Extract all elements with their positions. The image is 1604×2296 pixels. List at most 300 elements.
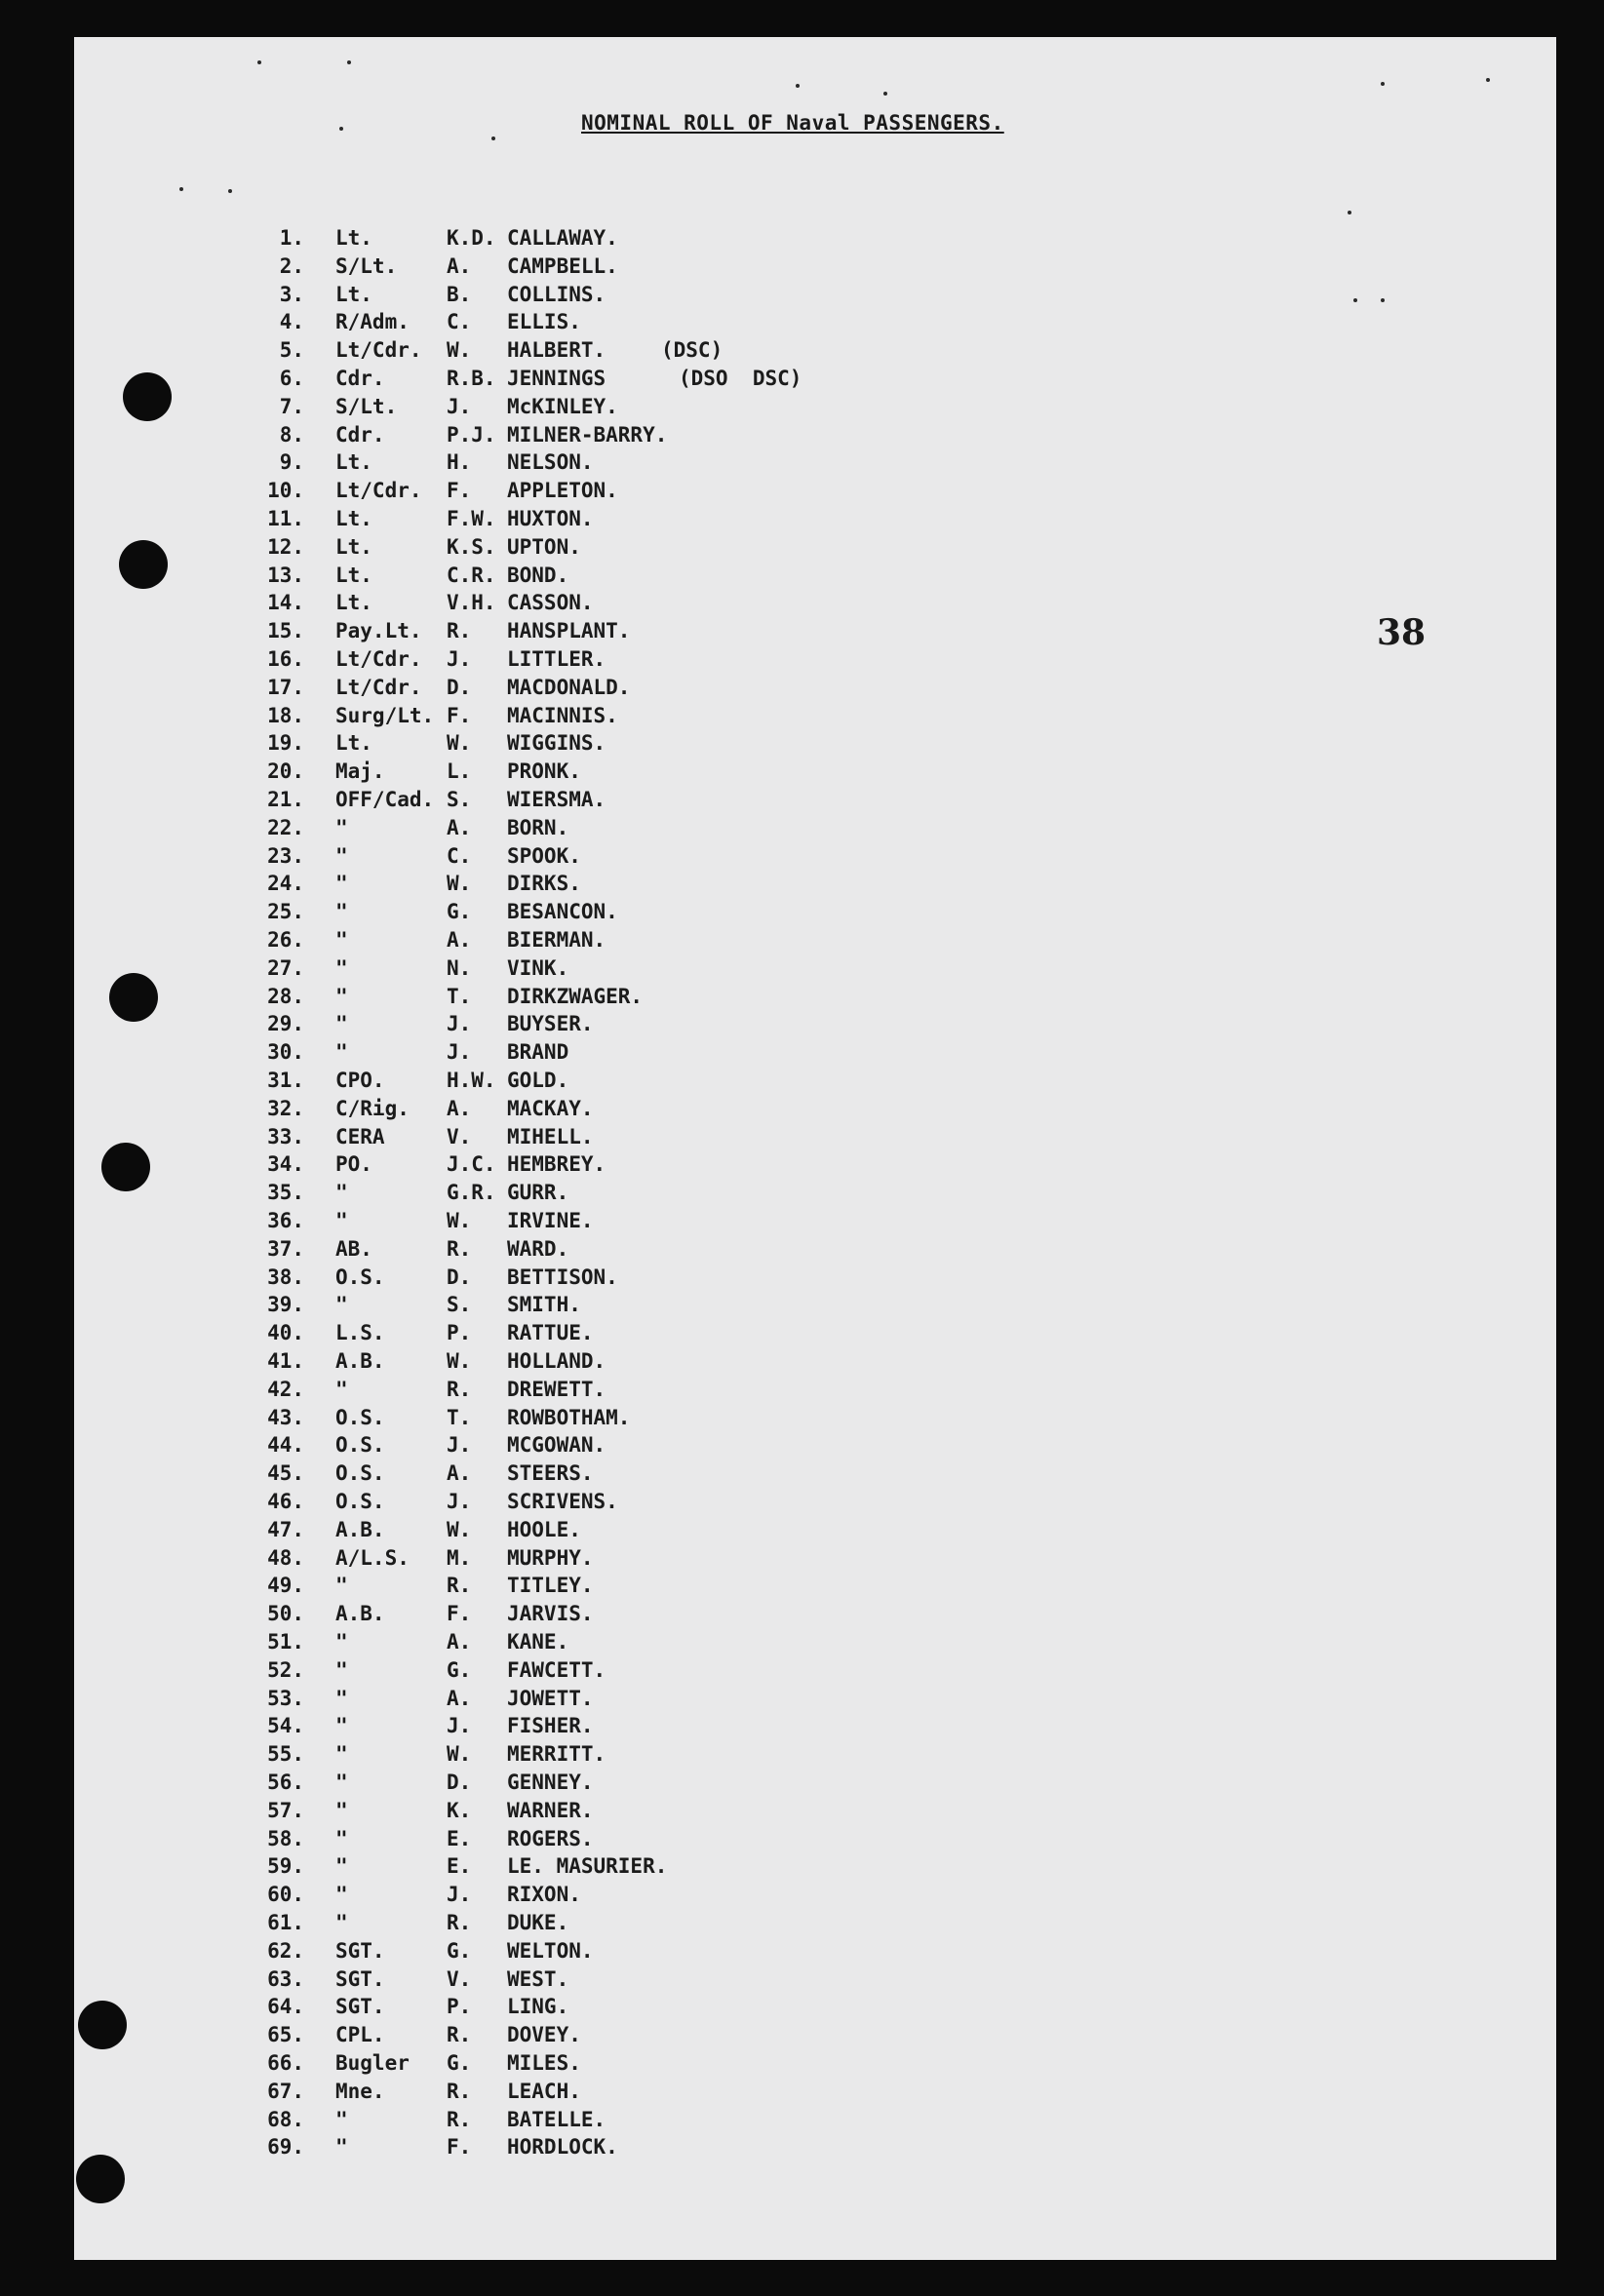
- entry-number: 13.: [267, 563, 304, 587]
- entry-number: 68.: [267, 2107, 304, 2131]
- entry-rank: SGT.: [335, 1995, 385, 2019]
- entry-initials: A.: [447, 1096, 472, 1120]
- list-item: [0, 393, 1170, 421]
- entry-surname: COLLINS.: [507, 282, 606, 306]
- entry-number: 27.: [267, 955, 304, 980]
- entry-surname: BESANCON.: [507, 900, 618, 924]
- list-item: [0, 1769, 1170, 1797]
- list-item: [0, 1993, 1170, 2021]
- entry-rank: ": [335, 1911, 348, 1934]
- list-item: [0, 1010, 1170, 1038]
- entry-initials: J.: [447, 1012, 472, 1036]
- list-item: [0, 1404, 1170, 1432]
- list-item: [0, 1150, 1170, 1179]
- list-item: [0, 365, 1170, 393]
- entry-initials: D.: [447, 1771, 472, 1794]
- entry-surname: LE. MASURIER.: [507, 1854, 668, 1879]
- entry-rank: ": [335, 1742, 348, 1767]
- entry-surname: DIRKZWAGER.: [507, 984, 644, 1008]
- entry-surname: WARNER.: [507, 1798, 594, 1822]
- entry-surname: DREWETT.: [507, 1377, 606, 1401]
- entry-surname: CAMPBELL.: [507, 253, 618, 278]
- entry-initials: G.: [447, 1938, 472, 1963]
- list-item: [0, 702, 1170, 730]
- entry-initials: J.C.: [447, 1152, 496, 1177]
- entry-rank: ": [335, 1657, 348, 1682]
- entry-rank: PO.: [335, 1152, 372, 1177]
- entry-number: 22.: [267, 815, 304, 839]
- entry-number: 35.: [267, 1181, 304, 1205]
- list-item: [0, 645, 1170, 674]
- entry-surname: JOWETT.: [507, 1686, 594, 1710]
- entry-surname: BIERMAN.: [507, 928, 606, 952]
- entry-initials: G.: [447, 2051, 472, 2075]
- entry-surname: CASSON.: [507, 591, 594, 615]
- entry-surname: RIXON.: [507, 1883, 581, 1907]
- entry-rank: Mne.: [335, 2079, 385, 2103]
- list-item: [0, 758, 1170, 786]
- entry-number: 17.: [267, 675, 304, 699]
- entry-number: 28.: [267, 984, 304, 1008]
- entry-initials: A.: [447, 1630, 472, 1654]
- entry-number: 58.: [267, 1826, 304, 1850]
- entry-number: 16.: [267, 647, 304, 671]
- entry-number: 46.: [267, 1490, 304, 1513]
- entry-initials: F.: [447, 703, 472, 727]
- entry-number: 49.: [267, 1574, 304, 1598]
- entry-initials: G.R.: [447, 1181, 496, 1205]
- entry-rank: ": [335, 1574, 348, 1598]
- entry-initials: M.: [447, 1545, 472, 1570]
- entry-surname: HALBERT.: [507, 338, 606, 363]
- entry-initials: J.: [447, 1490, 472, 1513]
- entry-number: 10.: [267, 479, 304, 503]
- punch-hole: [76, 2155, 125, 2203]
- entry-rank: ": [335, 2107, 348, 2131]
- entry-number: 40.: [267, 1321, 304, 1345]
- entry-rank: Lt.: [335, 534, 372, 559]
- list-item: [0, 814, 1170, 842]
- entry-surname: MILES.: [507, 2051, 581, 2075]
- entry-surname: GURR.: [507, 1181, 569, 1205]
- list-item: [0, 954, 1170, 983]
- entry-initials: J.: [447, 1040, 472, 1065]
- entry-number: 33.: [267, 1124, 304, 1148]
- entry-number: 18.: [267, 703, 304, 727]
- entry-rank: Lt/Cdr.: [335, 338, 422, 363]
- list-item: [0, 2133, 1170, 2161]
- entry-number: 12.: [267, 534, 304, 559]
- entry-initials: G.: [447, 900, 472, 924]
- entry-surname: APPLETON.: [507, 479, 618, 503]
- entry-number: 20.: [267, 759, 304, 784]
- list-item: [0, 2078, 1170, 2106]
- entry-number: 8.: [279, 422, 304, 447]
- entry-surname: HOOLE.: [507, 1517, 581, 1541]
- entry-rank: A.B.: [335, 1349, 385, 1373]
- list-item: [0, 842, 1170, 871]
- entry-surname: KANE.: [507, 1630, 569, 1654]
- entry-surname: RATTUE.: [507, 1321, 594, 1345]
- list-item: [0, 1572, 1170, 1600]
- entry-initials: K.S.: [447, 534, 496, 559]
- entry-initials: A.: [447, 815, 472, 839]
- list-item: [0, 589, 1170, 617]
- entry-surname: BUYSER.: [507, 1012, 594, 1036]
- entry-rank: ": [335, 1883, 348, 1907]
- entry-initials: H.: [447, 450, 472, 475]
- entry-rank: A/L.S.: [335, 1545, 410, 1570]
- entry-rank: Pay.Lt.: [335, 619, 422, 643]
- entry-surname: HORDLOCK.: [507, 2135, 618, 2160]
- list-item: [0, 1797, 1170, 1825]
- entry-rank: Surg/Lt.: [335, 703, 435, 727]
- entry-initials: J.: [447, 1714, 472, 1738]
- entry-initials: R.B.: [447, 367, 496, 390]
- entry-surname: IRVINE.: [507, 1209, 594, 1232]
- entry-number: 2.: [279, 253, 304, 278]
- entry-rank: ": [335, 1012, 348, 1036]
- entry-rank: A.B.: [335, 1602, 385, 1626]
- entry-initials: J.: [447, 1883, 472, 1907]
- entry-number: 1.: [279, 226, 304, 250]
- entry-surname: BOND.: [507, 563, 569, 587]
- entry-rank: ": [335, 2135, 348, 2160]
- entry-surname: MURPHY.: [507, 1545, 594, 1570]
- entry-initials: E.: [447, 1826, 472, 1850]
- entry-initials: R.: [447, 1574, 472, 1598]
- entry-number: 4.: [279, 310, 304, 334]
- entry-initials: D.: [447, 1265, 472, 1289]
- entry-rank: ": [335, 1293, 348, 1317]
- list-item: [0, 1881, 1170, 1909]
- list-item: [0, 2049, 1170, 2078]
- list-item: [0, 448, 1170, 477]
- list-item: [0, 1516, 1170, 1544]
- entry-number: 64.: [267, 1995, 304, 2019]
- entry-initials: R.: [447, 2079, 472, 2103]
- entry-number: 53.: [267, 1686, 304, 1710]
- entry-rank: A.B.: [335, 1517, 385, 1541]
- entry-initials: T.: [447, 984, 472, 1008]
- entry-initials: A.: [447, 253, 472, 278]
- list-item: [0, 1291, 1170, 1319]
- entry-initials: A.: [447, 928, 472, 952]
- entry-initials: T.: [447, 1405, 472, 1429]
- list-item: [0, 1431, 1170, 1459]
- entry-rank: ": [335, 900, 348, 924]
- entry-initials: P.: [447, 1995, 472, 2019]
- entry-number: 57.: [267, 1798, 304, 1822]
- entry-initials: R.: [447, 1377, 472, 1401]
- entry-initials: H.W.: [447, 1069, 496, 1092]
- list-item: [0, 1712, 1170, 1740]
- entry-initials: A.: [447, 1686, 472, 1710]
- entry-rank: ": [335, 984, 348, 1008]
- entry-number: 60.: [267, 1883, 304, 1907]
- list-item: [0, 253, 1170, 281]
- entry-rank: AB.: [335, 1236, 372, 1261]
- entry-number: 50.: [267, 1602, 304, 1626]
- entry-surname: MACDONALD.: [507, 675, 631, 699]
- entry-rank: ": [335, 1686, 348, 1710]
- entry-surname: BATELLE.: [507, 2107, 606, 2131]
- entry-rank: R/Adm.: [335, 310, 410, 334]
- list-item: [0, 1656, 1170, 1685]
- entry-surname: MERRITT.: [507, 1742, 606, 1767]
- entry-rank: S/Lt.: [335, 394, 398, 418]
- entry-number: 29.: [267, 1012, 304, 1036]
- entry-number: 7.: [279, 394, 304, 418]
- entry-number: 51.: [267, 1630, 304, 1654]
- list-item: [0, 1038, 1170, 1067]
- list-item: [0, 926, 1170, 954]
- entry-number: 3.: [279, 282, 304, 306]
- entry-number: 67.: [267, 2079, 304, 2103]
- entry-surname: MCGOWAN.: [507, 1433, 606, 1458]
- entry-surname: STEERS.: [507, 1461, 594, 1486]
- document-title: NOMINAL ROLL OF Naval PASSENGERS.: [581, 111, 1004, 135]
- entry-rank: SGT.: [335, 1966, 385, 1991]
- entry-number: 37.: [267, 1236, 304, 1261]
- entry-initials: W.: [447, 338, 472, 363]
- entry-rank: O.S.: [335, 1461, 385, 1486]
- list-item: [0, 1459, 1170, 1488]
- entry-surname: WIGGINS.: [507, 731, 606, 756]
- list-item: [0, 729, 1170, 758]
- list-item: [0, 1488, 1170, 1516]
- entry-rank: Lt.: [335, 591, 372, 615]
- entry-initials: W.: [447, 731, 472, 756]
- entry-number: 59.: [267, 1854, 304, 1879]
- entry-surname: JENNINGS: [507, 367, 606, 390]
- entry-initials: W.: [447, 1742, 472, 1767]
- entry-rank: ": [335, 872, 348, 896]
- entry-initials: P.J.: [447, 422, 496, 447]
- entry-surname: MACINNIS.: [507, 703, 618, 727]
- entry-number: 39.: [267, 1293, 304, 1317]
- entry-surname: DUKE.: [507, 1911, 569, 1934]
- entry-surname: WIERSMA.: [507, 788, 606, 811]
- entry-rank: Lt.: [335, 731, 372, 756]
- entry-initials: R.: [447, 1911, 472, 1934]
- list-item: [0, 224, 1170, 253]
- list-item: [0, 1685, 1170, 1713]
- entry-rank: O.S.: [335, 1265, 385, 1289]
- entry-rank: Cdr.: [335, 367, 385, 390]
- entry-rank: ": [335, 1181, 348, 1205]
- entry-initials: R.: [447, 2107, 472, 2131]
- entry-initials: J.: [447, 647, 472, 671]
- entry-rank: C/Rig.: [335, 1096, 410, 1120]
- entry-surname: LEACH.: [507, 2079, 581, 2103]
- list-item: [0, 1965, 1170, 1994]
- entry-initials: V.H.: [447, 591, 496, 615]
- entry-rank: ": [335, 928, 348, 952]
- entry-initials: C.R.: [447, 563, 496, 587]
- list-item: [0, 505, 1170, 533]
- entry-initials: W.: [447, 1517, 472, 1541]
- entry-number: 36.: [267, 1209, 304, 1232]
- entry-initials: R.: [447, 2023, 472, 2047]
- entry-initials: B.: [447, 282, 472, 306]
- list-item: [0, 1319, 1170, 1347]
- entry-surname: LING.: [507, 1995, 569, 2019]
- entry-surname: HUXTON.: [507, 507, 594, 530]
- entry-surname: BRAND: [507, 1040, 569, 1065]
- entry-rank: ": [335, 1826, 348, 1850]
- entry-number: 43.: [267, 1405, 304, 1429]
- list-item: [0, 336, 1170, 365]
- entry-rank: ": [335, 843, 348, 868]
- entry-number: 61.: [267, 1911, 304, 1934]
- entry-initials: F.: [447, 1602, 472, 1626]
- entry-initials: E.: [447, 1854, 472, 1879]
- entry-rank: Lt/Cdr.: [335, 675, 422, 699]
- entry-number: 38.: [267, 1265, 304, 1289]
- entry-surname: LITTLER.: [507, 647, 606, 671]
- entry-surname: HANSPLANT.: [507, 619, 631, 643]
- entry-rank: ": [335, 1377, 348, 1401]
- list-item: [0, 786, 1170, 814]
- list-item: [0, 674, 1170, 702]
- entry-surname: CALLAWAY.: [507, 226, 618, 250]
- entry-surname: SMITH.: [507, 1293, 581, 1317]
- entry-number: 56.: [267, 1771, 304, 1794]
- entry-rank: ": [335, 955, 348, 980]
- entry-initials: C.: [447, 310, 472, 334]
- entry-initials: V.: [447, 1966, 472, 1991]
- list-item: [0, 1347, 1170, 1376]
- entry-rank: Lt/Cdr.: [335, 479, 422, 503]
- entry-surname: GOLD.: [507, 1069, 569, 1092]
- entry-rank: L.S.: [335, 1321, 385, 1345]
- entry-number: 24.: [267, 872, 304, 896]
- entry-surname: ELLIS.: [507, 310, 581, 334]
- entry-initials: J.: [447, 394, 472, 418]
- entry-initials: R.: [447, 619, 472, 643]
- list-item: [0, 1909, 1170, 1937]
- list-item: [0, 1264, 1170, 1292]
- entry-rank: ": [335, 1771, 348, 1794]
- entry-initials: K.D.: [447, 226, 496, 250]
- entry-surname: ROWBOTHAM.: [507, 1405, 631, 1429]
- entry-initials: D.: [447, 675, 472, 699]
- entry-surname: SPOOK.: [507, 843, 581, 868]
- entry-number: 65.: [267, 2023, 304, 2047]
- entry-surname: TITLEY.: [507, 1574, 594, 1598]
- list-item: [0, 1095, 1170, 1123]
- entry-rank: ": [335, 1209, 348, 1232]
- list-item: [0, 1852, 1170, 1881]
- entry-number: 31.: [267, 1069, 304, 1092]
- entry-rank: Lt.: [335, 507, 372, 530]
- list-item: [0, 1600, 1170, 1628]
- entry-rank: O.S.: [335, 1405, 385, 1429]
- list-item: [0, 617, 1170, 645]
- entry-surname: GENNEY.: [507, 1771, 594, 1794]
- entry-rank: ": [335, 1630, 348, 1654]
- list-item: [0, 533, 1170, 562]
- entry-surname: PRONK.: [507, 759, 581, 784]
- entry-surname: NELSON.: [507, 450, 594, 475]
- entry-rank: ": [335, 1854, 348, 1879]
- entry-number: 44.: [267, 1433, 304, 1458]
- list-item: [0, 1740, 1170, 1769]
- entry-initials: W.: [447, 1209, 472, 1232]
- entry-surname: DIRKS.: [507, 872, 581, 896]
- entry-surname: WELTON.: [507, 1938, 594, 1963]
- entry-initials: W.: [447, 1349, 472, 1373]
- entry-surname: VINK.: [507, 955, 569, 980]
- entry-number: 42.: [267, 1377, 304, 1401]
- entry-initials: N.: [447, 955, 472, 980]
- entry-initials: F.W.: [447, 507, 496, 530]
- entry-number: 14.: [267, 591, 304, 615]
- entry-number: 55.: [267, 1742, 304, 1767]
- list-item: [0, 421, 1170, 449]
- entry-number: 62.: [267, 1938, 304, 1963]
- entry-rank: O.S.: [335, 1433, 385, 1458]
- entry-initials: S.: [447, 788, 472, 811]
- list-item: [0, 1123, 1170, 1151]
- entry-number: 45.: [267, 1461, 304, 1486]
- entry-number: 41.: [267, 1349, 304, 1373]
- entry-rank: O.S.: [335, 1490, 385, 1513]
- list-item: [0, 1628, 1170, 1656]
- list-item: [0, 1067, 1170, 1095]
- entry-initials: A.: [447, 1461, 472, 1486]
- entry-number: 26.: [267, 928, 304, 952]
- entry-surname: FAWCETT.: [507, 1657, 606, 1682]
- entry-number: 23.: [267, 843, 304, 868]
- entry-surname: FISHER.: [507, 1714, 594, 1738]
- entry-rank: ": [335, 1714, 348, 1738]
- entry-surname: HOLLAND.: [507, 1349, 606, 1373]
- entry-number: 21.: [267, 788, 304, 811]
- entry-surname: DOVEY.: [507, 2023, 581, 2047]
- entry-initials: V.: [447, 1124, 472, 1148]
- entry-surname: UPTON.: [507, 534, 581, 559]
- list-item: [0, 1207, 1170, 1235]
- entry-number: 54.: [267, 1714, 304, 1738]
- entry-rank: Cdr.: [335, 422, 385, 447]
- entry-rank: Maj.: [335, 759, 385, 784]
- entry-surname: WEST.: [507, 1966, 569, 1991]
- list-item: [0, 1937, 1170, 1965]
- entry-number: 63.: [267, 1966, 304, 1991]
- entry-number: 11.: [267, 507, 304, 530]
- list-item: [0, 2106, 1170, 2134]
- entry-number: 15.: [267, 619, 304, 643]
- entry-initials: F.: [447, 479, 472, 503]
- list-item: [0, 870, 1170, 898]
- entry-number: 19.: [267, 731, 304, 756]
- entry-awards: (DSO DSC): [679, 367, 802, 390]
- entry-surname: MACKAY.: [507, 1096, 594, 1120]
- list-item: [0, 1376, 1170, 1404]
- entry-rank: ": [335, 1040, 348, 1065]
- entry-surname: BORN.: [507, 815, 569, 839]
- entry-initials: L.: [447, 759, 472, 784]
- entry-number: 34.: [267, 1152, 304, 1177]
- entry-number: 6.: [279, 367, 304, 390]
- entry-rank: OFF/Cad.: [335, 788, 435, 811]
- entry-rank: CPO.: [335, 1069, 385, 1092]
- entry-rank: ": [335, 815, 348, 839]
- entry-initials: F.: [447, 2135, 472, 2160]
- page-number: 38: [1377, 612, 1427, 653]
